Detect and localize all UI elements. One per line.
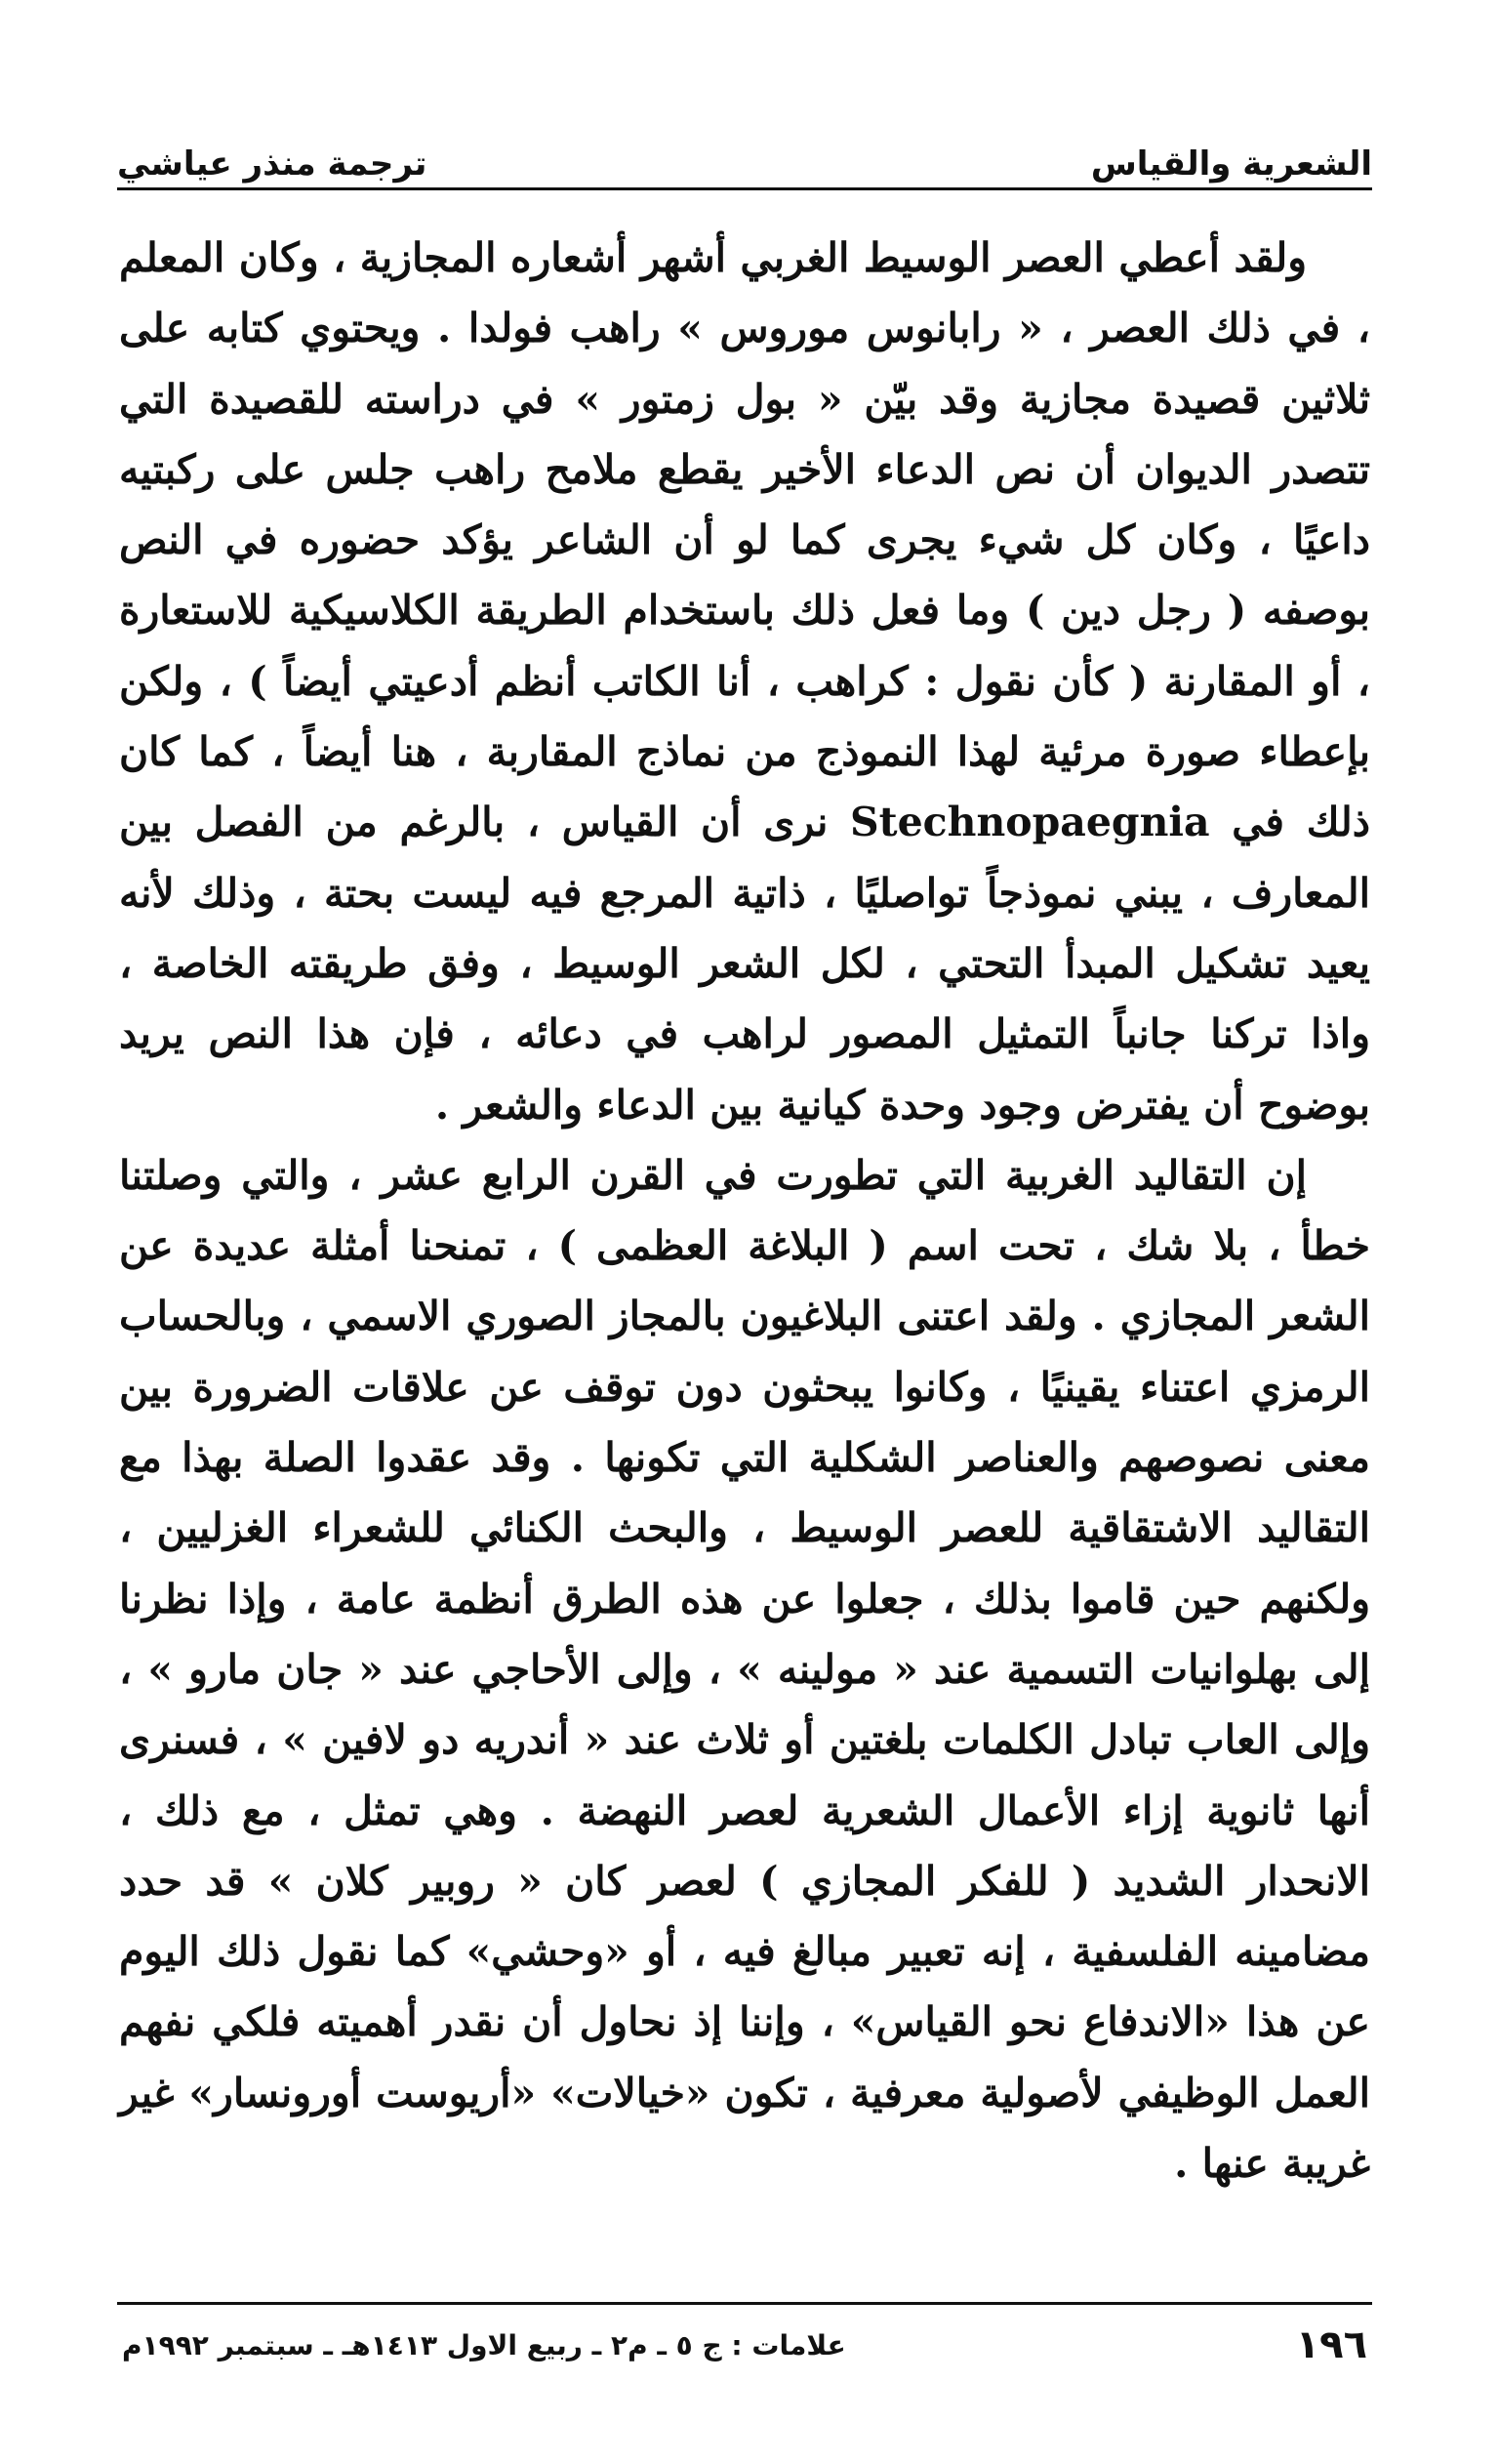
header-book-title: الشعرية والقياس	[1090, 144, 1372, 184]
running-footer	[122, 2316, 1367, 2374]
footer-divider	[117, 2302, 1372, 2305]
article-body	[119, 223, 1370, 2198]
running-header	[117, 115, 1372, 184]
header-divider	[117, 187, 1372, 190]
body-paragraph-1: ولقد أعطي العصر الوسيط الغربي أشهر أشعاره المجازية ، وكان المعلم ، في ذلك العصر ، « رابانوس موروس » راهب فولدا . ويحتوي كتابه على ثلاثين قصيدة مجازية وقد بيّن « بول زمتور » في دراسته للقصيدة التي تتصدر الديوان أن نص الدعاء الأخير يقطع ملامح راهب جلس على ركبتيه داعيًا ، وكان كل شيء يجرى كما لو أن الشاعر يؤكد حضوره في النص بوصفه ( رجل دين ) وما فعل ذلك باستخدام الطريقة الكلاسيكية للاستعارة ، أو المقارنة ( كأن نقول : كراهب ، أنا الكاتب أنظم أدعيتي أيضاً ) ، ولكن بإعطاء صورة مرئية لهذا النموذج من نماذج المقاربة ، هنا أيضاً ، كما كان ذلك في Stechnopaegnia نرى أن القياس ، بالرغم من الفصل بين المعارف ، يبني نموذجاً تواصليًا ، ذاتية المرجع فيه ليست بحتة ، وذلك لأنه يعيد تشكيل المبدأ التحتي ، لكل الشعر الوسيط ، وفق طريقته الخاصة ، واذا تركنا جانباً التمثيل المصور لراهب في دعائه ، فإن هذا النص يريد بوضوح أن يفترض وجود وحدة كيانية بين الدعاء والشعر .	[119, 234, 1370, 1129]
journal-issue-info: علامات : ج ٥ ـ م٢ ـ ربيع الاول ١٤١٣هـ ـ سبتمبر ١٩٩٢م	[122, 2328, 846, 2361]
body-paragraph-2: إن التقاليد الغربية التي تطورت في القرن الرابع عشر ، والتي وصلتنا خطأ ، بلا شك ، تحت اسم ( البلاغة العظمى ) ، تمنحنا أمثلة عديدة عن الشعر المجازي . ولقد اعتنى البلاغيون بالمجاز الصوري الاسمي ، وبالحساب الرمزي اعتناء يقينيًا ، وكانوا يبحثون دون توقف عن علاقات الضرورة بين معنى نصوصهم والعناصر الشكلية التي تكونها . وقد عقدوا الصلة بهذا مع التقاليد الاشتقاقية للعصر الوسيط ، والبحث الكنائي للشعراء الغزليين ، ولكنهم حين قاموا بذلك ، جعلوا عن هذه الطرق أنظمة عامة ، وإذا نظرنا إلى بهلوانيات التسمية عند « مولينه » ، وإلى الأحاجي عند « جان مارو » ، وإلى العاب تبادل الكلمات بلغتين أو ثلاث عند « أندريه دو لافين » ، فسنرى أنها ثانوية إزاء الأعمال الشعرية لعصر النهضة . وهي تمثل ، مع ذلك ، الانحدار الشديد ( للفكر المجازي ) لعصر كان « روبير كلان » قد حدد مضامينه الفلسفية ، إنه تعبير مبالغ فيه ، أو «وحشي» كما نقول ذلك اليوم عن هذا «الاندفاع نحو القياس» ، وإننا إذ نحاول أن نقدر أهميته فلكي نفهم العمل الوظيفي لأصولية معرفية ، تكون «خيالات» «أريوست أورونسار» غير غريبة عنها .	[119, 1151, 1370, 2188]
page-number: ١٩٦	[1295, 2322, 1367, 2367]
header-translator: ترجمة منذر عياشي	[117, 144, 427, 184]
